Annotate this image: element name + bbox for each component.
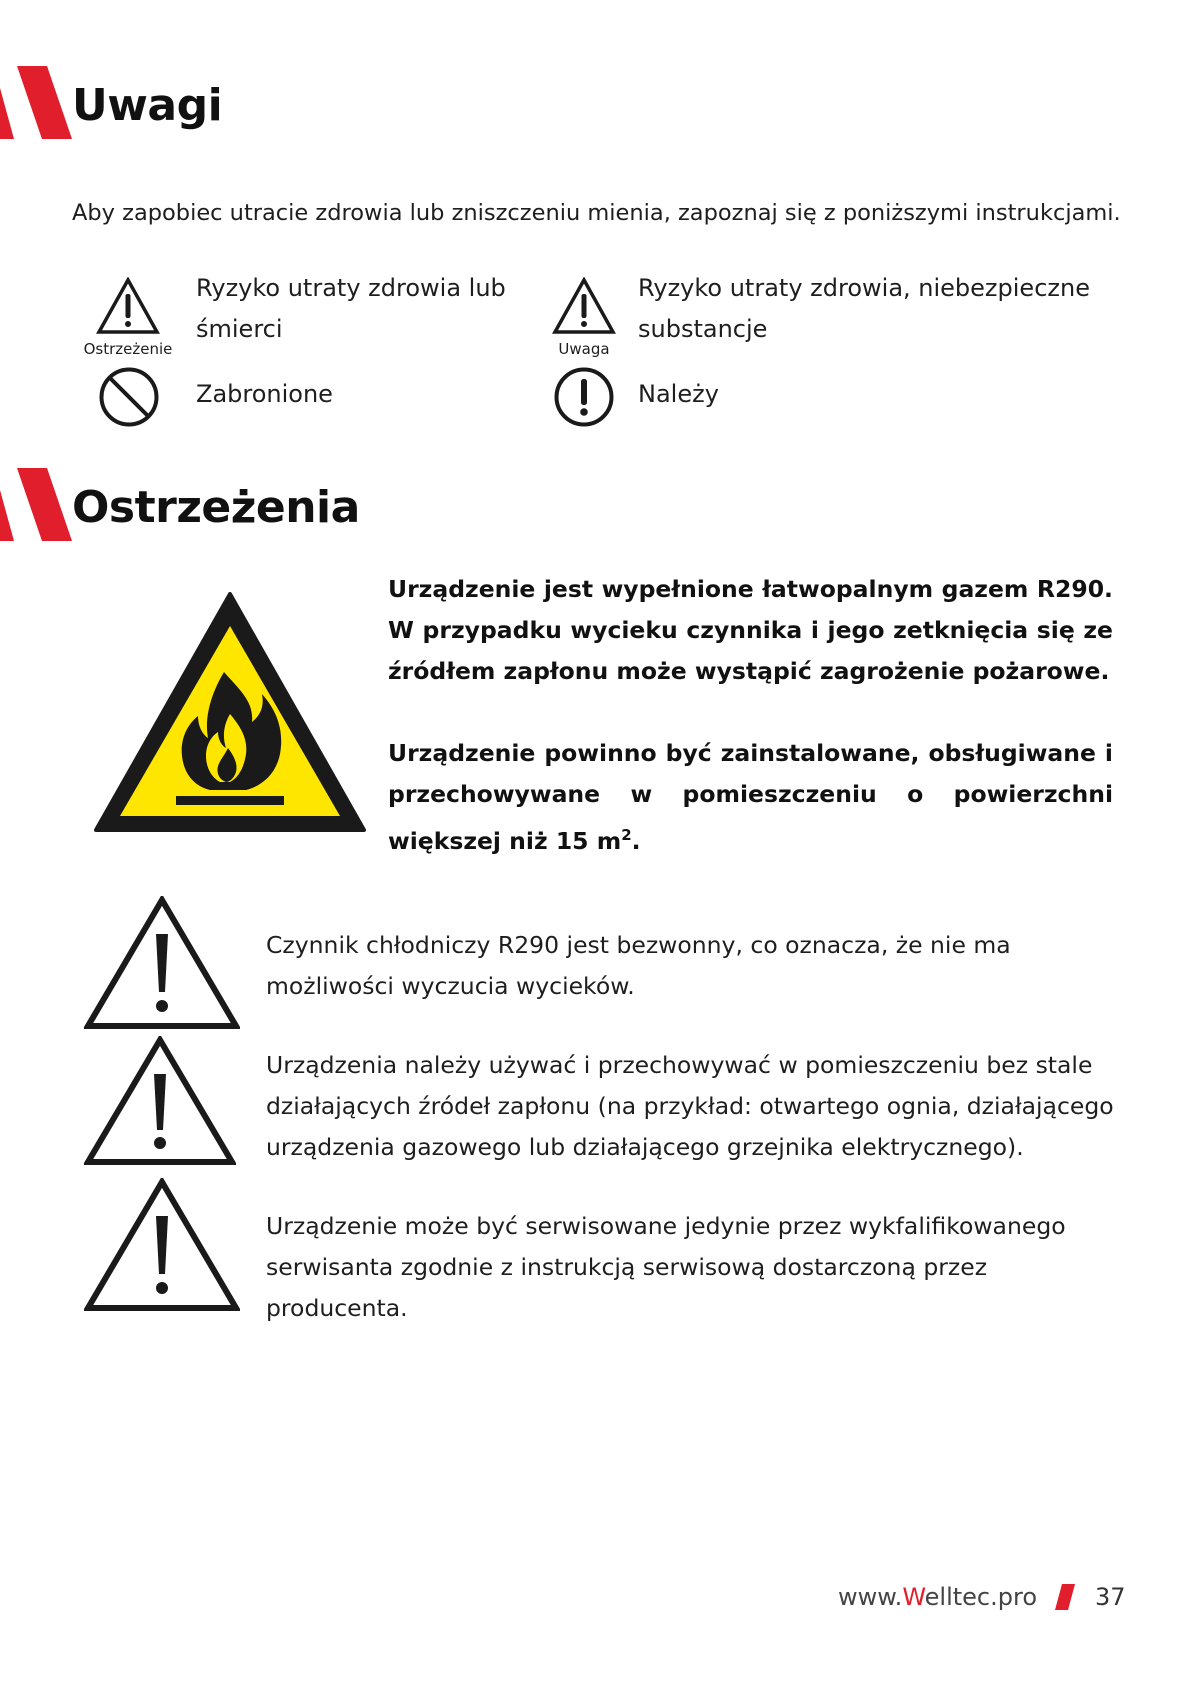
section-title-uwagi: Uwagi <box>72 80 223 131</box>
section-accent-icon <box>0 66 72 139</box>
warning-text-1-line1: Czynnik chłodniczy R290 jest bezwonny, co oznacza, że nie ma <box>266 931 1011 959</box>
warning-triangle-icon <box>96 277 160 335</box>
prohibited-icon <box>98 366 160 428</box>
warning-text-2-line3: urządzenia gazowego lub działającego grzejnika elektrycznego). <box>266 1133 1024 1161</box>
legend-text-caution-line2: substancje <box>638 315 768 343</box>
warning-triangle-icon <box>84 1178 240 1312</box>
warning-triangle-icon <box>84 1036 236 1166</box>
warning-text-3-line1: Urządzenie może być serwisowane jedynie przez wykfalifikowanego <box>266 1212 1066 1240</box>
legend-text-mandatory: Należy <box>638 380 719 408</box>
mandatory-exclamation-icon <box>553 366 615 428</box>
legend-text-warning-line1: Ryzyko utraty zdrowia lub <box>196 274 506 302</box>
legend-caption-caution: Uwaga <box>558 340 610 358</box>
warning-text-2-line1: Urządzenia należy używać i przechowywać w pomieszczeniu bez stale <box>266 1051 1093 1079</box>
footer-website-link[interactable] <box>838 1583 1037 1611</box>
footer-url-prefix: www. <box>838 1583 903 1611</box>
footer-slash-icon <box>1055 1584 1075 1610</box>
page-number: 37 <box>1095 1583 1126 1611</box>
area-unit-superscript: 2 <box>621 826 632 844</box>
caution-triangle-icon <box>552 277 616 335</box>
section-accent-icon <box>0 468 72 541</box>
legend-caption-warning: Ostrzeżenie <box>83 340 173 358</box>
warning-triangle-icon <box>84 896 240 1030</box>
warning-text-2-line2: działających źródeł zapłonu (na przykład: otwartego ognia, działającego <box>266 1092 1114 1120</box>
warning-text-1-line2: możliwości wyczucia wycieków. <box>266 972 635 1000</box>
flammable-gas-warning-icon <box>94 592 366 832</box>
legend-text-warning-line2: śmierci <box>196 315 283 343</box>
footer-url-rest: elltec.pro <box>924 1583 1037 1611</box>
flammable-warning-paragraph-2-end: . <box>631 826 641 855</box>
legend-text-caution-line1: Ryzyko utraty zdrowia, niebezpieczne <box>638 274 1090 302</box>
flammable-warning-paragraph-2-text: Urządzenie powinno być zainstalowane, obsługiwane i przechowywane w pomieszczeniu o powierzchni większej niż 15 m <box>388 739 1113 855</box>
intro-text: Aby zapobiec utracie zdrowia lub zniszczeniu mienia, zapoznaj się z poniższymi instrukcjami. <box>72 200 1121 226</box>
flammable-warning-paragraph-2 <box>388 733 1113 862</box>
legend-text-prohibited: Zabronione <box>196 380 333 408</box>
section-title-ostrzezenia: Ostrzeżenia <box>72 482 360 533</box>
warning-text-3-line2: serwisanta zgodnie z instrukcją serwisową dostarczoną przez producenta. <box>266 1253 988 1322</box>
footer-url-brand-letter: W <box>902 1583 925 1611</box>
flammable-warning-paragraph-1: Urządzenie jest wypełnione łatwopalnym gazem R290. W przypadku wycieku czynnika i jego zetknięcia się ze źródłem zapłonu może wystąpić zagrożenie pożarowe. <box>388 575 1113 685</box>
